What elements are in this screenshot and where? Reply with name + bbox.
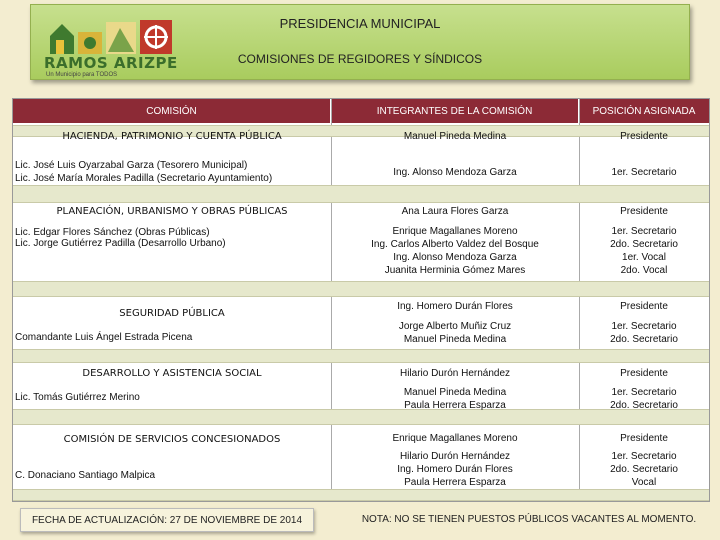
commissions-table xyxy=(12,98,710,502)
commission-title: DESARROLLO Y ASISTENCIA SOCIAL xyxy=(82,367,262,379)
member-positions: 1er. Secretario 2do. Secretario 1er. Vocal 2do. Vocal xyxy=(610,226,678,276)
staff-member: Lic. José Luis Oyarzabal Garza (Tesorero Municipal) xyxy=(15,160,248,171)
member-names: Hilario Durón Hernández xyxy=(399,367,511,379)
member-positions: 1er. Secretario 2do. Secretario Vocal xyxy=(610,450,678,488)
member-positions: Presidente xyxy=(620,300,668,312)
commission-title: PLANEACIÓN, URBANISMO Y OBRAS PÚBLICAS xyxy=(56,205,288,217)
staff-member: Lic. José María Morales Padilla (Secretario Ayuntamiento) xyxy=(15,173,273,184)
member-positions: Presidente xyxy=(620,367,668,379)
separator-band xyxy=(13,349,709,363)
logo-name: RAMOS ARIZPE xyxy=(44,54,178,72)
update-date: FECHA DE ACTUALIZACIÓN: 27 DE NOVIEMBRE DE 2014 xyxy=(20,508,314,532)
vacancy-note: NOTA: NO SE TIENEN PUESTOS PÚBLICOS VACANTES AL MOMENTO. xyxy=(361,513,697,525)
member-names: Ing. Homero Durán Flores xyxy=(397,300,513,312)
member-names: Jorge Alberto Muñiz Cruz Manuel Pineda Medina xyxy=(398,321,512,345)
commission-title: HACIENDA, PATRIMONIO Y CUENTA PÚBLICA xyxy=(62,130,282,142)
member-names: Ana Laura Flores Garza xyxy=(401,205,509,217)
member-names: Manuel Pineda Medina Paula Herrera Esparza xyxy=(403,387,507,411)
member-positions: 1er. Secretario 2do. Secretario xyxy=(610,387,678,411)
member-positions: 1er. Secretario xyxy=(611,166,677,178)
member-names: Hilario Durón Hernández Ing. Homero Durán Flores Paula Herrera Esparza xyxy=(397,450,513,488)
member-names: Enrique Magallanes Moreno Ing. Carlos Alberto Valdez del Bosque Ing. Alonso Mendoza Garza Juanita Herminia Gómez Mares xyxy=(371,226,539,276)
separator-band xyxy=(13,185,709,203)
member-positions: 1er. Secretario 2do. Secretario xyxy=(610,321,678,345)
member-names: Enrique Magallanes Moreno xyxy=(392,432,518,444)
page-subtitle: COMISIONES DE REGIDORES Y SÍNDICOS xyxy=(237,52,483,66)
staff-member: Lic. Tomás Gutiérrez Merino xyxy=(15,391,140,403)
separator-band xyxy=(13,281,709,297)
separator-band xyxy=(13,489,709,501)
logo-tagline: Un Municipio para TODOS xyxy=(46,72,118,78)
staff-member: Lic. Jorge Gutiérrez Padilla (Desarrollo Urbano) xyxy=(15,238,226,249)
staff-member: Comandante Luis Ángel Estrada Picena xyxy=(15,331,193,343)
commission-title: SEGURIDAD PÚBLICA xyxy=(119,307,225,319)
page-title: PRESIDENCIA MUNICIPAL xyxy=(279,16,441,31)
member-names: Manuel Pineda Medina xyxy=(403,130,507,142)
column-header-members: INTEGRANTES DE LA COMISIÓN xyxy=(331,99,579,123)
member-positions: Presidente xyxy=(620,432,668,444)
member-positions: Presidente xyxy=(620,205,668,217)
staff-member: Lic. Edgar Flores Sánchez (Obras Públicas) xyxy=(15,227,210,238)
staff-member: C. Donaciano Santiago Malpica xyxy=(15,469,156,481)
column-header-position: POSICIÓN ASIGNADA xyxy=(579,99,709,123)
commission-title: COMISIÓN DE SERVICIOS CONCESIONADOS xyxy=(63,433,281,445)
member-positions: Presidente xyxy=(620,130,668,142)
member-names: Ing. Alonso Mendoza Garza xyxy=(393,166,517,178)
column-header-commission: COMISIÓN xyxy=(13,99,331,123)
